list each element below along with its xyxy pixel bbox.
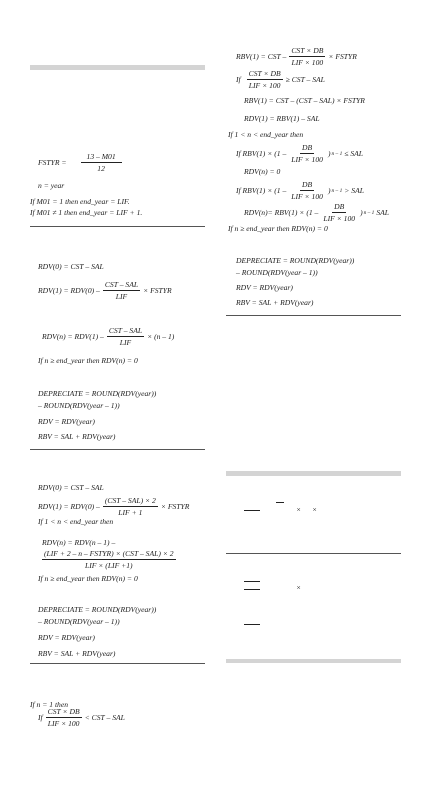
divider: [30, 663, 205, 664]
section-header-bar: [30, 65, 205, 70]
ifn-eq: If n ≥ end_year then RDV(n) = 0: [228, 224, 328, 233]
divider: [30, 449, 205, 450]
rbv1-lhs: RBV(1) = CST –: [236, 52, 287, 61]
rdv1-lhs: RDV(1) = RDV(0) –: [38, 502, 100, 511]
rdvn-denominator: LIF × (LIF +1): [84, 561, 133, 570]
if-rbv2-fraction: [289, 180, 325, 201]
if-rbv-denominator: LIF × 100: [291, 155, 323, 164]
rdvn-numerator: (LIF + 2 – n – FSTYR) × (CST – SAL) × 2: [44, 549, 174, 558]
rdv0-eq: RDV(0) = CST – SAL: [38, 483, 104, 492]
fraction-bar: [244, 589, 260, 590]
depreciate-eq: DEPRECIATE = ROUND(RDV(year)): [38, 605, 157, 614]
if-rbv2-rhs: > SAL: [344, 186, 364, 195]
rdv1-denominator: LIF: [115, 292, 128, 301]
rdv1-denominator: LIF + 1: [118, 508, 143, 517]
rdv1-formula: [38, 496, 189, 517]
if-rbv-lhs: If RBV(1) × (1 –: [236, 149, 287, 158]
if-rbv2-exponent: n – 1: [331, 187, 343, 194]
if-rbv-formula: [236, 143, 363, 164]
if-rbv-fraction: [289, 143, 325, 164]
rdv1-rhs: × FSTYR: [143, 286, 172, 295]
if-rbv-rhs: ≤ SAL: [344, 149, 363, 158]
rdv1-eq: RDV(1) = RBV(1) – SAL: [244, 114, 320, 123]
times-sign: ×: [312, 505, 318, 514]
m01-ne: If M01 ≠ 1 then end_year = LIF + 1.: [30, 208, 143, 217]
rdvn-denominator: LIF: [119, 338, 132, 347]
fraction-bar: [244, 510, 260, 511]
if-rbv-numerator: DB: [302, 143, 313, 152]
depreciate-eq: DEPRECIATE = ROUND(RDV(year)): [38, 389, 157, 398]
depreciate-eq: DEPRECIATE = ROUND(RDV(year)): [236, 256, 355, 265]
rdvn-rhs: × (n – 1): [147, 332, 175, 341]
if-rhs: ≥ CST – SAL: [285, 75, 325, 84]
rbv-eq: RBV = SAL + RDV(year): [38, 432, 116, 441]
rdvn-fraction: [107, 326, 144, 347]
rdv-eq: RDV = RDV(year): [236, 283, 293, 292]
rdvn-numerator: DB: [334, 202, 345, 211]
fraction-bar: [244, 624, 260, 625]
ifn-eq: If n ≥ end_year then RDV(n) = 0: [38, 356, 138, 365]
fstyr-formula: [38, 152, 125, 173]
rdvn-denominator: LIF × 100: [323, 214, 356, 223]
rdvn-rhs: SAL: [376, 208, 390, 217]
if-rbv2-lhs: If RBV(1) × (1 –: [236, 186, 287, 195]
times-sign: ×: [296, 583, 302, 592]
if-condition-formula: [38, 707, 125, 728]
fraction-bar: [276, 502, 284, 503]
if-n-1-eq: If n = 1 then: [30, 700, 69, 709]
if-rbv2-numerator: DB: [302, 180, 313, 189]
rbv1-fraction: [289, 46, 325, 67]
divider: [226, 315, 401, 316]
rdv1-rhs: × FSTYR: [160, 502, 190, 511]
if-fraction: [247, 69, 283, 90]
rdv-eq: RDV = RDV(year): [38, 417, 95, 426]
divider: [30, 226, 205, 227]
depreciate-eq-cont: – ROUND(RDV(year – 1)): [38, 617, 120, 626]
if-rbv-exponent: n – 1: [331, 150, 343, 157]
rdv1-fraction: [103, 280, 140, 301]
rdvn-fraction: [42, 549, 176, 570]
section-footer-bar: [226, 659, 401, 663]
depreciate-eq-cont: – ROUND(RDV(year – 1)): [38, 401, 120, 410]
if-fraction: [46, 707, 82, 728]
rdvn-zero-eq: RDV(n) = 0: [244, 167, 281, 176]
section-header-bar: [226, 471, 401, 476]
times-sign: ×: [296, 505, 302, 514]
fraction-bar: [244, 581, 260, 582]
rdv1-fraction: [103, 496, 158, 517]
if-condition-formula: [236, 69, 325, 90]
if-numerator: CST × DB: [47, 707, 80, 716]
if-lhs: If: [38, 713, 43, 722]
rdv-eq: RDV = RDV(year): [38, 633, 95, 642]
fstyr-denominator: 12: [97, 164, 105, 173]
if-1-n-eq: If 1 < n < end_year then: [228, 130, 304, 139]
fstyr-fraction: [81, 152, 122, 173]
if-rbv2-paren: ): [327, 186, 331, 195]
rbv1-rhs: × FSTYR: [328, 52, 357, 61]
ifn-eq: If n ≥ end_year then RDV(n) = 0: [38, 574, 138, 583]
fstyr-numerator: 13 – M01: [81, 152, 122, 163]
if-lhs: If: [236, 75, 241, 84]
rdvn-numerator: CST – SAL: [108, 326, 143, 335]
rdvn-paren: ): [360, 208, 363, 217]
rbv1-denominator: LIF × 100: [291, 58, 324, 67]
rbv1-formula: [236, 46, 357, 67]
m01-eq: If M01 = 1 then end_year = LIF.: [30, 197, 130, 206]
fstyr-lhs: FSTYR =: [38, 158, 67, 167]
rdv1-lhs: RDV(1) = RDV(0) –: [38, 286, 100, 295]
rbv1-numerator: CST × DB: [291, 46, 324, 55]
rdvn-formula: [42, 326, 174, 347]
divider: [226, 553, 401, 554]
rdvn-lhs: RDV(n)= RBV(1) × (1 –: [244, 208, 319, 217]
depreciate-eq-cont: – ROUND(RDV(year – 1)): [236, 268, 318, 277]
rdv1-formula: [38, 280, 172, 301]
if-rbv-paren: ): [327, 149, 331, 158]
rbv1-eq: RBV(1) = CST – (CST – SAL) × FSTYR: [244, 96, 365, 105]
rbv-eq: RBV = SAL + RDV(year): [38, 649, 116, 658]
if-rbv2-denominator: LIF × 100: [291, 192, 323, 201]
rdvn-eq: RDV(n) = RDV(n – 1) –: [42, 538, 116, 547]
rbv-eq: RBV = SAL + RDV(year): [236, 298, 314, 307]
rdvn-formula: [244, 202, 389, 223]
if-denominator: LIF × 100: [248, 81, 281, 90]
if-1-n-eq: If 1 < n < end_year then: [38, 517, 114, 526]
rdv1-numerator: CST – SAL: [104, 280, 139, 289]
if-rhs: < CST – SAL: [84, 713, 125, 722]
if-rbv2-formula: [236, 180, 364, 201]
rdvn-exponent: n – 1: [363, 209, 375, 216]
rdv0-eq: RDV(0) = CST – SAL: [38, 262, 104, 271]
rdvn-lhs: RDV(n) = RDV(1) –: [42, 332, 104, 341]
if-numerator: CST × DB: [248, 69, 281, 78]
if-denominator: LIF × 100: [47, 719, 80, 728]
n-year-eq: n = year: [38, 181, 65, 190]
rdv1-numerator: (CST – SAL) × 2: [104, 496, 156, 505]
rdvn-fraction: [321, 202, 357, 223]
